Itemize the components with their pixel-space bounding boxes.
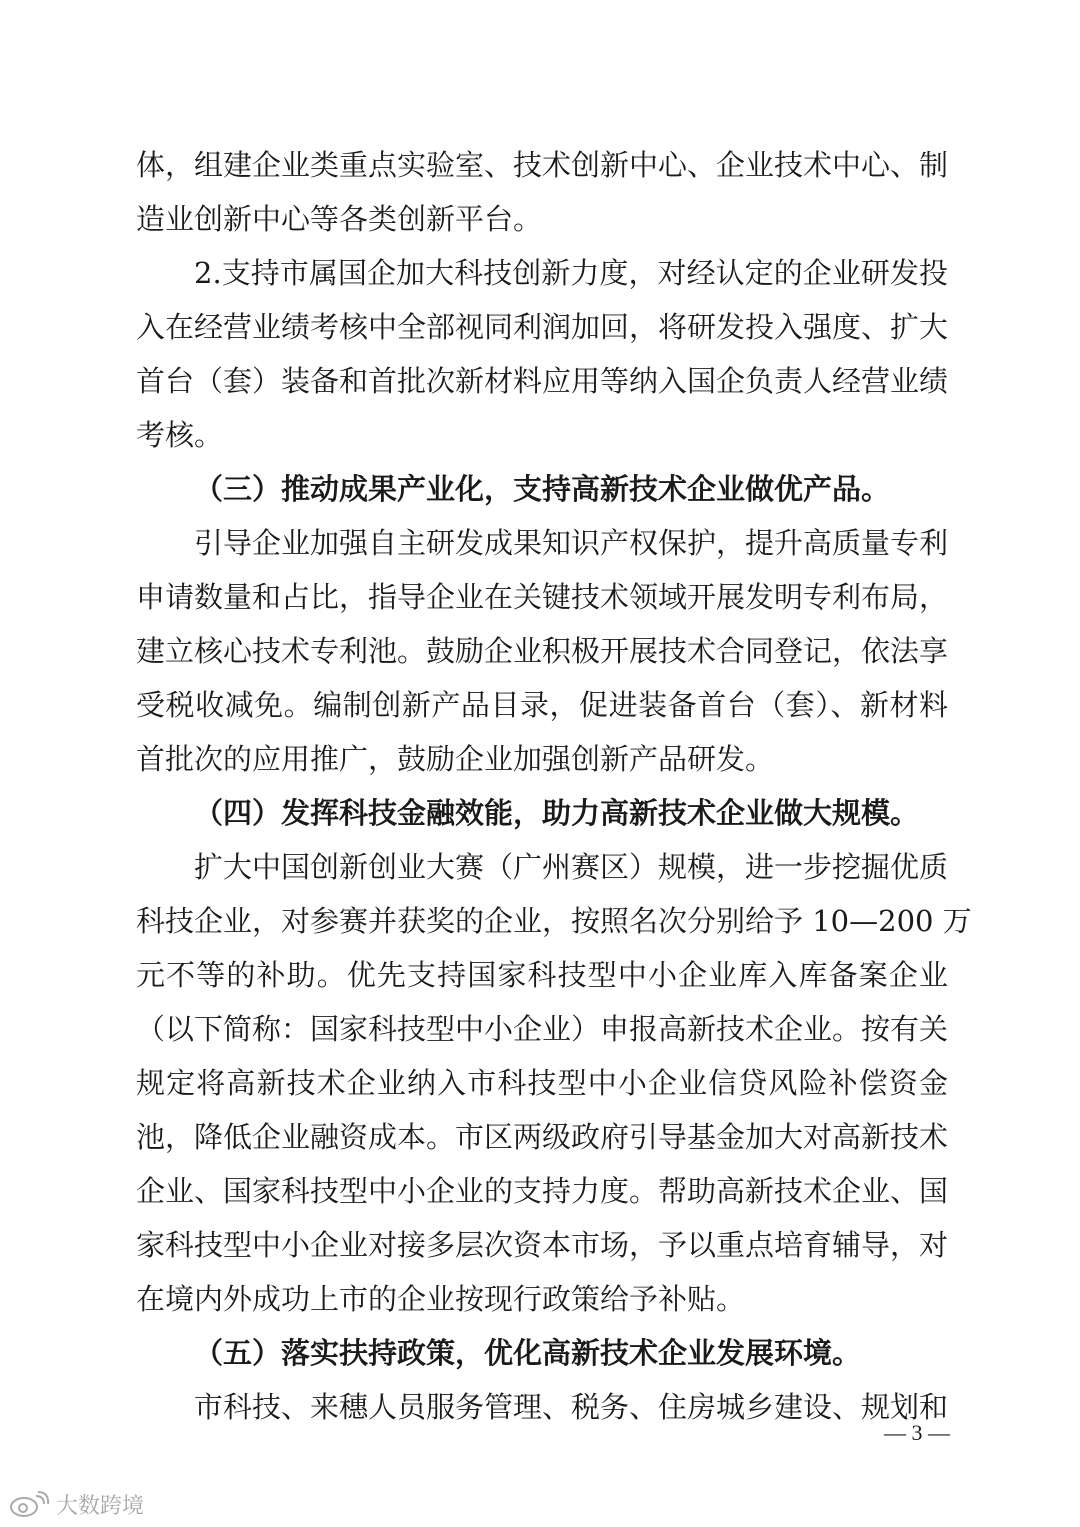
section-heading-line: （五）落实扶持政策，优化高新技术企业发展环境。 [194, 1336, 862, 1370]
watermark-text: 大数跨境 [56, 1493, 145, 1519]
text-line: 2.支持市属国企加大科技创新力度，对经认定的企业研发投 [194, 256, 948, 290]
text-line: 扩大中国创新创业大赛（广州赛区）规模，进一步挖掘优质 [194, 850, 949, 884]
text-line: （以下简称：国家科技型中小企业）申报高新技术企业。按有关 [136, 1012, 949, 1046]
weibo-logo-icon [8, 1490, 50, 1518]
text-line: 入在经营业绩考核中全部视同利润加回，将研发投入强度、扩大 [136, 310, 949, 344]
text-line: 科技企业，对参赛并获奖的企业，按照名次分别给予 10—200 万 [136, 904, 972, 938]
text-line: 体，组建企业类重点实验室、技术创新中心、企业技术中心、制 [136, 148, 949, 182]
text-line: 池，降低企业融资成本。市区两级政府引导基金加大对高新技术 [136, 1120, 949, 1154]
text-line: 造业创新中心等各类创新平台。 [136, 202, 543, 236]
watermark [8, 1488, 144, 1520]
section-heading-line: （三）推动成果产业化，支持高新技术企业做优产品。 [194, 472, 891, 506]
text-line: 市科技、来穗人员服务管理、税务、住房城乡建设、规划和 [194, 1390, 949, 1424]
text-line: 申请数量和占比，指导企业在关键技术领域开展发明专利布局， [136, 580, 949, 614]
text-line: 家科技型中小企业对接多层次资本市场，予以重点培育辅导，对 [136, 1228, 949, 1262]
text-line: 首台（套）装备和首批次新材料应用等纳入国企负责人经营业绩 [136, 364, 949, 398]
text-line: 规定将高新技术企业纳入市科技型中小企业信贷风险补偿资金 [136, 1066, 948, 1100]
text-line: 建立核心技术专利池。鼓励企业积极开展技术合同登记，依法享 [136, 634, 949, 668]
text-line: 考核。 [136, 418, 224, 452]
section-heading-line: （四）发挥科技金融效能，助力高新技术企业做大规模。 [194, 796, 920, 830]
text-line: 企业、国家科技型中小企业的支持力度。帮助高新技术企业、国 [136, 1174, 949, 1208]
text-line: 引导企业加强自主研发成果知识产权保护，提升高质量专利 [194, 526, 949, 560]
text-line: 首批次的应用推广，鼓励企业加强创新产品研发。 [136, 742, 775, 776]
text-line: 元不等的补助。优先支持国家科技型中小企业库入库备案企业 [136, 958, 948, 992]
page-number: — 3 — [884, 1420, 950, 1445]
body-text [136, 138, 972, 1434]
text-line: 受税收减免。编制创新产品目录，促进装备首台（套）、新材料 [136, 688, 948, 722]
text-line: 在境内外成功上市的企业按现行政策给予补贴。 [136, 1282, 746, 1316]
